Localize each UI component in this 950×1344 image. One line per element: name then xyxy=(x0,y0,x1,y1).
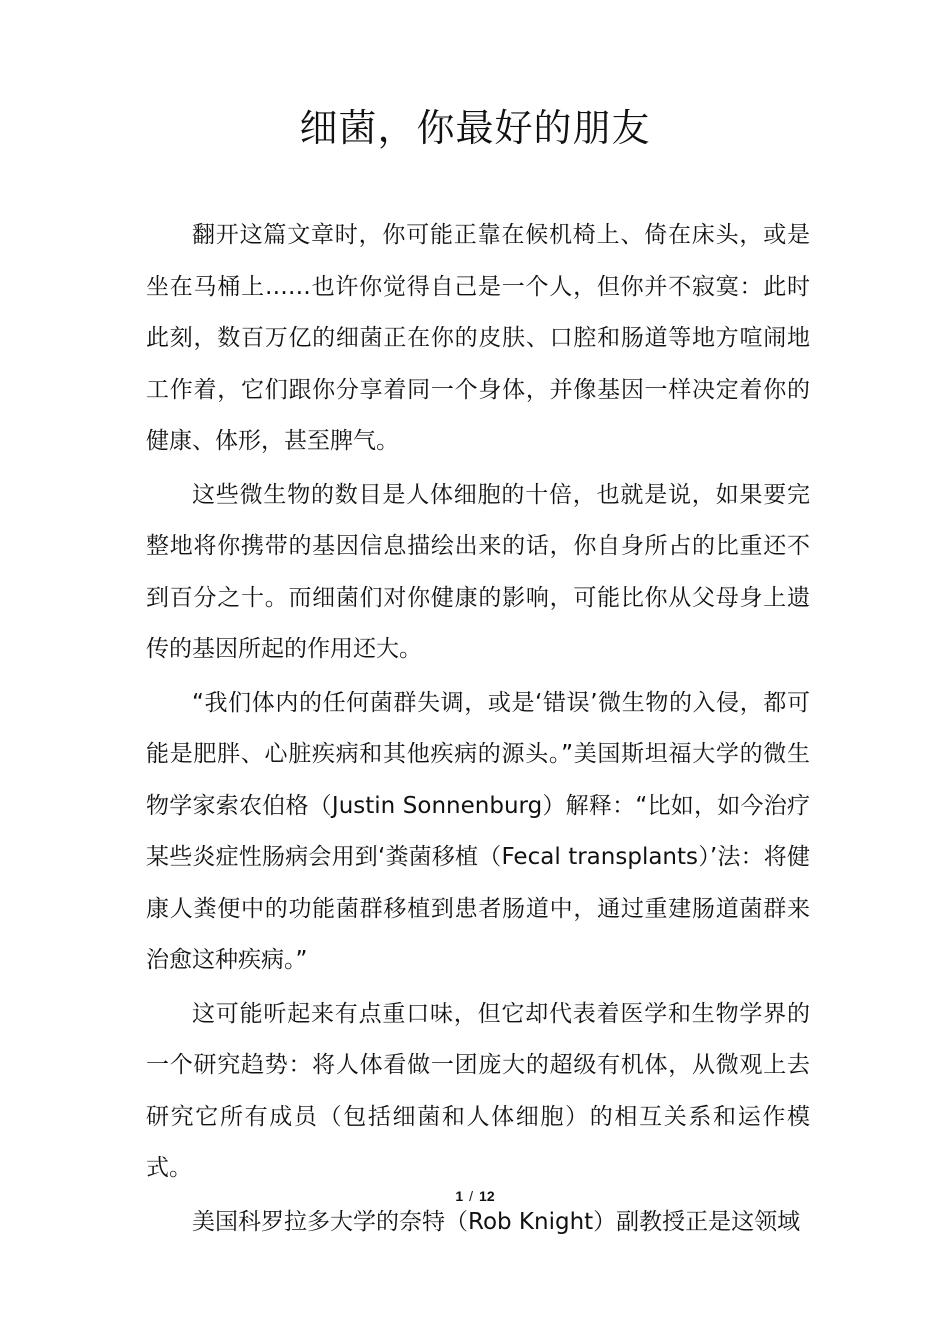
document-body xyxy=(146,210,810,1250)
current-page-number: 1 xyxy=(455,1188,464,1204)
page-number-footer xyxy=(0,1188,950,1204)
paragraph-5: 美国科罗拉多大学的奈特（Rob Knight）副教授正是这领域 xyxy=(192,1208,801,1235)
paragraph-1: 翻开这篇文章时，你可能正靠在候机椅上、倚在床头，或是坐在马桶上……也许你觉得自己是一个人，但你并不寂寞：此时此刻，数百万亿的细菌正在你的皮肤、口腔和肠道等地方喧闹地工作着，它们跟你分享着同一个身体，并像基因一样决定着你的健康、体形，甚至脾气。 xyxy=(146,222,810,454)
document-title: 细菌，你最好的朋友 xyxy=(299,106,651,150)
paragraph-4: 这可能听起来有点重口味，但它却代表着医学和生物学界的一个研究趋势：将人体看做一团庞大的超级有机体，从微观上去研究它所有成员（包括细菌和人体细胞）的相互关系和运作模式。 xyxy=(146,1000,810,1181)
total-pages-number: 12 xyxy=(479,1188,495,1204)
paragraph-3: “我们体内的任何菌群失调，或是‘错误’微生物的入侵，都可能是肥胖、心脏疾病和其他疾病的源头。”美国斯坦福大学的微生物学家索农伯格（Justin Sonnenburg）解释：“比如，如今治疗某些炎症性肠病会用到‘粪菌移植（Fecal transplants）’法：将健康人粪便中的功能菌群移植到患者肠道中，通过重建肠道菌群来治愈这种疾病。” xyxy=(146,689,810,973)
page-separator: / xyxy=(469,1188,474,1204)
paragraph-2: 这些微生物的数目是人体细胞的十倍，也就是说，如果要完整地将你携带的基因信息描绘出来的话，你自身所占的比重还不到百分之十。而细菌们对你健康的影响，可能比你从父母身上遗传的基因所起的作用还大。 xyxy=(146,481,810,662)
